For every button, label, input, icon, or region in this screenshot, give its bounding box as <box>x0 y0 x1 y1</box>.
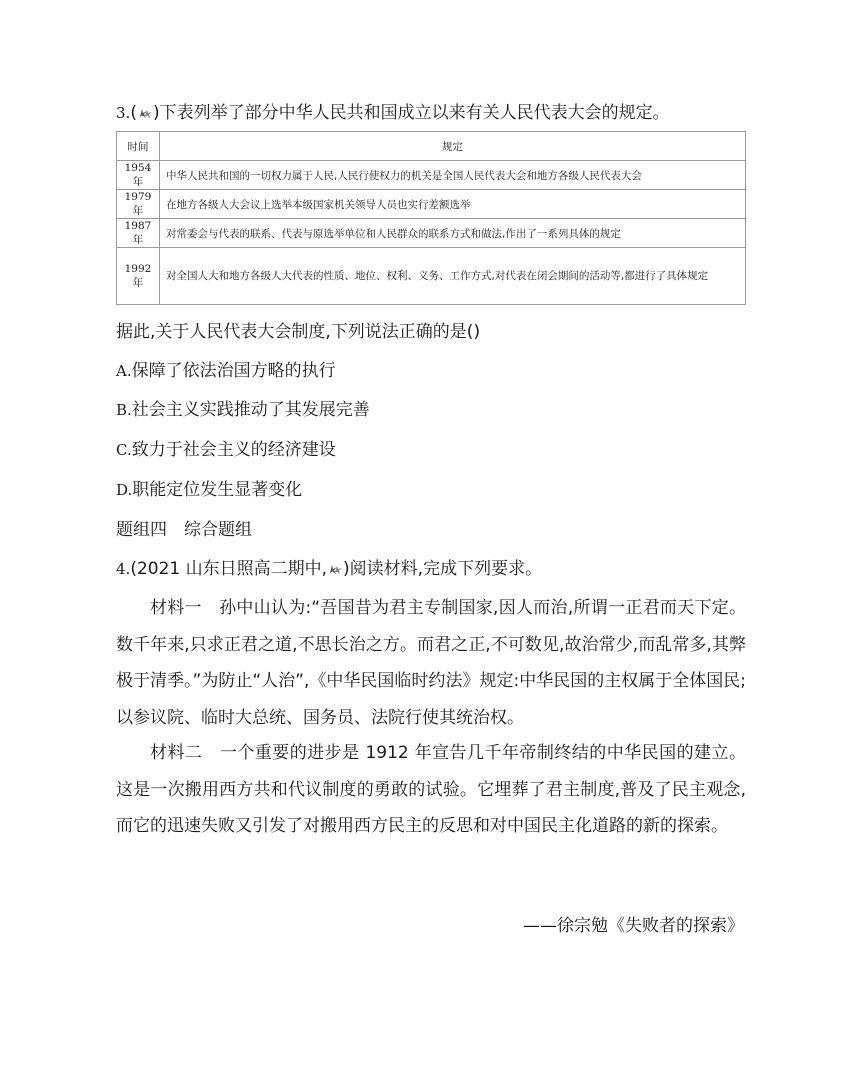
table-row <box>117 190 746 219</box>
table-header-time: 时间 <box>117 132 160 161</box>
option-c <box>116 438 336 462</box>
material-two: 材料二 一个重要的进步是 1912 年宣告几千年帝制终结的中华民国的建立。这是一次搬用西方共和代议制度的勇敢的试验。它埋葬了君主制度,普及了民主观念,而它的迅速失败又引发了对搬用西方民主的反思和对中国民主化道路的新的探索。 <box>116 743 746 836</box>
option-text: 致力于社会主义的经济建设 <box>131 440 336 460</box>
table-cell-text: 对全国人大和地方各级人大代表的性质、地位、权利、义务、工作方式,对代表在闭会期间的活动等,都进行了具体规定 <box>160 248 746 305</box>
difficulty-stars-icon <box>137 107 153 119</box>
section-title: 题组四 综合题组 <box>116 520 252 540</box>
table-cell-text: 在地方各级人大会议上选举本级国家机关领导人员也实行差额选举 <box>160 190 746 219</box>
q4-number: 4. <box>116 560 131 578</box>
table-cell-year: 1987 年 <box>117 219 160 248</box>
material-one: 材料一 孙中山认为:“吾国昔为君主专制国家,因人而治,所谓一正君而天下定。数千年来,只求正君之道,不思长治之方。而君之正,不可数见,故治常少,而乱常多,其弊极于清季。”为防止“人治”,《中华民国临时约法》规定:中华民国的主权属于全体国民;以参议院、临时大总统、国务员、法院行使其统治权。 <box>116 598 746 728</box>
option-b <box>116 398 370 422</box>
option-letter: C. <box>116 441 132 459</box>
option-letter: A. <box>116 362 132 380</box>
table-cell-text: 对常委会与代表的联系、代表与原选举单位和人民群众的联系方式和做法,作出了一系列具体的规定 <box>160 219 746 248</box>
option-a <box>116 359 336 383</box>
option-letter: D. <box>116 481 133 499</box>
q4-source-prefix: (2021 山东日照高二期中, <box>130 559 328 579</box>
option-text: 职能定位发生显著变化 <box>132 480 303 500</box>
difficulty-stars-icon <box>327 563 343 575</box>
q4-source-suffix: )阅读材料,完成下列要求。 <box>343 559 543 579</box>
option-d <box>116 478 302 502</box>
q4-stem-line <box>116 557 542 581</box>
table-cell-year: 1992 年 <box>117 248 160 305</box>
option-text: 保障了依法治国方略的执行 <box>131 361 336 381</box>
q3-stem-text: 下表列举了部分中华人民共和国成立以来有关人民代表大会的规定。 <box>159 103 670 123</box>
q3-number: 3. <box>116 104 131 122</box>
citation-signature: ——徐宗勉《失败者的探索》 <box>523 916 744 936</box>
q3-stem-line: 3.( )下表列举了部分中华人民共和国成立以来有关人民代表大会的规定。 <box>116 103 670 123</box>
table-row <box>117 219 746 248</box>
table-header-row <box>117 132 746 161</box>
q3-question: 据此,关于人民代表大会制度,下列说法正确的是() <box>116 322 481 342</box>
option-text: 社会主义实践推动了其发展完善 <box>131 400 370 420</box>
table-row <box>117 248 746 305</box>
table-row <box>117 161 746 190</box>
table-cell-year: 1979 年 <box>117 190 160 219</box>
table-header-regulation: 规定 <box>160 132 746 161</box>
regulations-table <box>116 131 746 305</box>
table-cell-text: 中华人民共和国的一切权力属于人民,人民行使权力的机关是全国人民代表大会和地方各级人民代表大会 <box>160 161 746 190</box>
table-cell-year: 1954 年 <box>117 161 160 190</box>
option-letter: B. <box>116 401 132 419</box>
